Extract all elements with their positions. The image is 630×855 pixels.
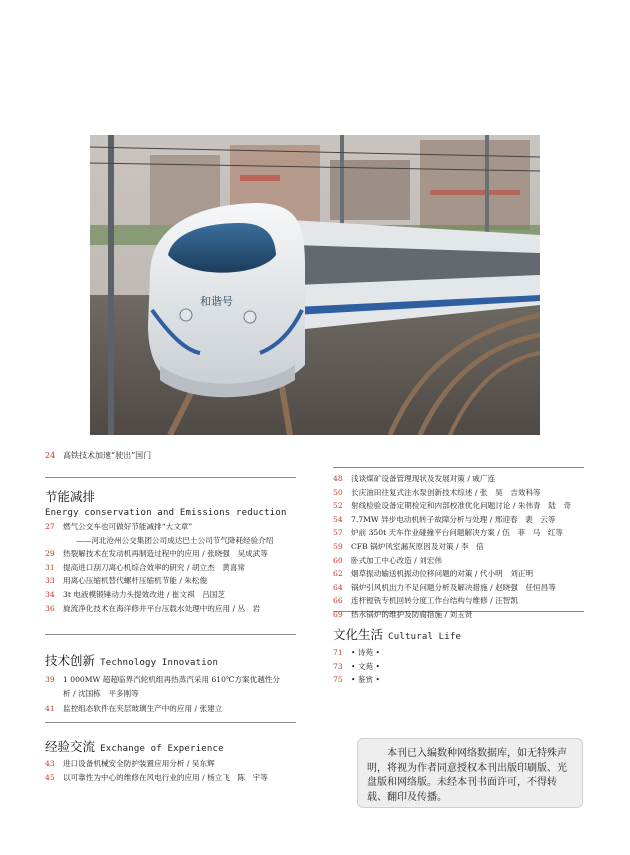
- toc-entry[interactable]: 52 射线检验设备定期检定和内部校准优化问题讨论 / 朱伟青 陆 奇: [333, 501, 572, 511]
- section-title: 节能减排: [45, 489, 96, 504]
- section-subtitle: Technology Innovation: [100, 658, 219, 668]
- toc-entry[interactable]: 66 连杆镗铣专机回转分度工作台结构与维修 / 汪智凯: [333, 596, 518, 606]
- section-subtitle: Exchange of Experience: [100, 744, 224, 754]
- section-subtitle: Energy conservation and Emissions reduction: [45, 508, 287, 518]
- caption-text: 高铁技术加速“驶出”国门: [63, 451, 152, 460]
- cover-photo-train: [90, 135, 540, 435]
- section-title: 经验交流: [45, 739, 96, 754]
- section-culture: [333, 624, 588, 687]
- toc-entry[interactable]: 59 CFB 锅炉风室漏灰原因及对策 / 李 倍: [333, 541, 484, 551]
- toc-entry[interactable]: 45 以可靠性为中心的维修在风电行业的应用 / 杨立飞 陈 宇等: [45, 772, 268, 782]
- toc-entry[interactable]: 50 长庆油田往复式注水泵创新技术综述 / 张 昊 吉效科等: [333, 487, 541, 497]
- toc-entry[interactable]: 60 卧式加工中心改造 / 刘宏伟: [333, 555, 442, 565]
- section-title: 文化生活: [333, 627, 384, 642]
- divider: [45, 634, 296, 635]
- divider: [45, 722, 296, 723]
- toc-entry[interactable]: 73 • 文苑 •: [333, 661, 380, 671]
- section-right-list: [333, 472, 588, 622]
- section-subtitle: Cultural Life: [388, 632, 462, 642]
- toc-entry[interactable]: 57 炉前 350t 天车作业碰撞平台问题解决方案 / 伍 菲 马 红等: [333, 528, 564, 538]
- toc-entry-continuation: 析 / 沈国栋 平多刚等: [63, 688, 139, 698]
- divider: [333, 467, 584, 468]
- toc-entry[interactable]: 75 • 鉴赏 •: [333, 675, 380, 685]
- toc-entry[interactable]: 48 浅谈煤矿设备管理现状及发展对策 / 戚广连: [333, 474, 496, 483]
- copyright-notice: 本刊已入编数种网络数据库，如无特殊声明，将视为作者同意授权本刊出版印刷版、光盘版和网络版。未经本刊书面许可，不得转载、翻印及传播。: [357, 738, 583, 808]
- section-experience: [45, 736, 300, 784]
- toc-entry[interactable]: 41 监控组态软件在夹层玻璃生产中的应用 / 张建立: [45, 704, 223, 714]
- toc-entry[interactable]: 31 提高进口刮刀离心机综合效率的研究 / 胡立杰 黄喜常: [45, 562, 246, 572]
- toc-entry-continuation: ——河北沧州公交集团公司成达巴士公司节气降耗经验介绍: [76, 535, 274, 545]
- toc-entry[interactable]: 64 锅炉引风机出力不足问题分析及解决措施 / 赵晓强 任恒昌等: [333, 582, 556, 592]
- toc-entry[interactable]: 33 用离心压缩机替代螺杆压缩机节能 / 朱松俊: [45, 576, 208, 586]
- divider: [45, 477, 296, 478]
- toc-entry[interactable]: 29 热裂解技术在发动机再制造过程中的应用 / 张晓强 吴成武等: [45, 549, 268, 559]
- toc-entry[interactable]: 34 3t 电液模锻锤动力头提效改进 / 崔文祺 吕国芝: [45, 589, 225, 599]
- toc-entry[interactable]: 71 • 诗苑 •: [333, 648, 380, 657]
- toc-entry[interactable]: 39 1 000MW 超超临界汽轮机组再热蒸汽采用 610℃方案优越性分: [45, 675, 281, 684]
- toc-entry[interactable]: 69 热水锅炉的维护及防腐措施 / 刘玉贤: [333, 609, 473, 619]
- toc-entry[interactable]: 43 进口设备机械安全防护装置应用分析 / 吴东辉: [45, 759, 215, 768]
- section-energy: [45, 487, 300, 615]
- toc-entry[interactable]: 62 烟草振动输送机振动位移问题的对策 / 代小明 刘正明: [333, 569, 534, 579]
- toc-entry[interactable]: 27 燃气公交车也可做好节能减排“大文章”: [45, 522, 193, 531]
- train-logo-text: 和谐号: [200, 295, 233, 308]
- toc-entry[interactable]: 36 旋流净化技术在海洋修井平台压载水处理中的应用 / 丛 岩: [45, 603, 261, 613]
- caption-page: 24: [45, 451, 56, 460]
- toc-entry[interactable]: 54 7.7MW 异步电动机转子故障分析与处理 / 邢迎春 裴 云等: [333, 514, 556, 524]
- photo-caption: [45, 450, 151, 461]
- section-title: 技术创新: [45, 653, 96, 668]
- section-tech: [45, 650, 300, 716]
